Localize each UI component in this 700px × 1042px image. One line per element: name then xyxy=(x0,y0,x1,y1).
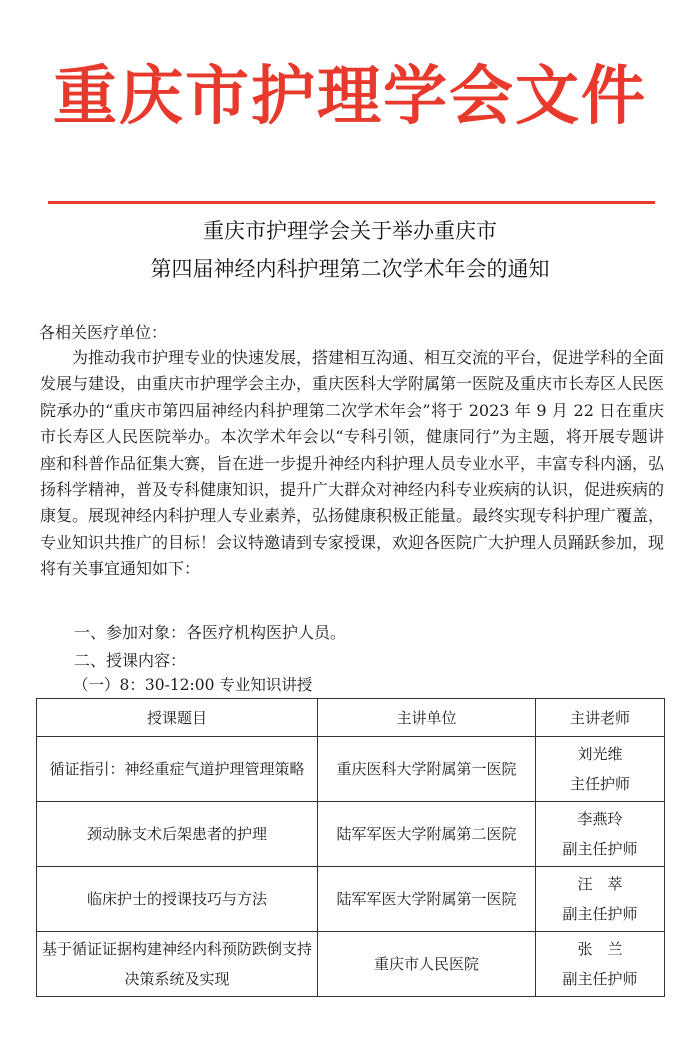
teacher-name: 刘光维 xyxy=(577,745,623,763)
content-heading: 二、授课内容： xyxy=(74,651,187,670)
teacher-name: 张 兰 xyxy=(577,940,623,958)
participants-label: 一、参加对象： xyxy=(74,623,187,642)
header-topic: 授课题目 xyxy=(37,699,318,737)
cell-teacher xyxy=(536,932,665,997)
teacher-name: 汪 萃 xyxy=(577,875,623,893)
cell-topic: 循证指引：神经重症气道护理管理策略 xyxy=(37,737,318,802)
header-unit: 主讲单位 xyxy=(318,699,536,737)
teacher-title: 主任护师 xyxy=(569,775,630,793)
table-row xyxy=(37,802,665,867)
cell-unit: 陆军军医大学附属第一医院 xyxy=(318,867,536,932)
teacher-title: 副主任护师 xyxy=(562,840,638,858)
cell-topic: 颈动脉支术后架患者的护理 xyxy=(37,802,318,867)
cell-unit: 重庆医科大学附属第一医院 xyxy=(318,737,536,802)
header-teacher: 主讲老师 xyxy=(536,699,665,737)
body-paragraph: 为推动我市护理专业的快速发展，搭建相互沟通、相互交流的平台，促进学科的全面发展与建设，由重庆市护理学会主办，重庆医科大学附属第一医院及重庆市长寿区人民医院承办的“重庆市第四届神经内科护理第二次学术年会”将于 2023 年 9 月 22 日在重庆市长寿区人民医院举办。本次学术年会以“专科引领，健康同行”为主题，将开展专题讲座和科普作品征集大赛，旨在进一步提升神经内科护理人员专业水平，丰富专科内涵，弘扬科学精神，普及专科健康知识，提升广大群众对神经内科专业疾病的认识，促进疾病的康复。展现神经内科护理人专业素养，弘扬健康积极正能量。最终实现专科护理广覆盖，专业知识共推广的目标！会议特邀请到专家授课，欢迎各医院广大护理人员踊跃参加，现将有关事宜通知如下： xyxy=(40,348,665,579)
teacher-name: 李燕玲 xyxy=(577,810,623,828)
session-heading: （一）8：30-12:00 专业知识讲授 xyxy=(73,676,313,694)
cell-teacher xyxy=(536,867,665,932)
participants-value: 各医疗机构医护人员。 xyxy=(186,623,347,642)
table-row xyxy=(37,737,665,802)
cell-unit: 陆军军医大学附属第二医院 xyxy=(318,802,536,867)
notice-title-line2: 第四届神经内科护理第二次学术年会的通知 xyxy=(150,257,550,281)
table-row xyxy=(37,867,665,932)
notice-title-line1: 重庆市护理学会关于举办重庆市 xyxy=(203,219,497,243)
teacher-title: 副主任护师 xyxy=(562,905,638,923)
masthead-divider xyxy=(48,201,655,204)
table-header-row xyxy=(37,699,665,737)
salutation: 各相关医疗单位： xyxy=(39,323,168,342)
course-table xyxy=(36,698,665,997)
cell-topic: 基于循证证据构建神经内科预防跌倒支持决策系统及实现 xyxy=(37,932,318,997)
cell-topic: 临床护士的授课技巧与方法 xyxy=(37,867,318,932)
cell-teacher xyxy=(536,737,665,802)
table-row xyxy=(37,932,665,997)
masthead-title: 重庆市护理学会文件 xyxy=(53,59,647,134)
cell-teacher xyxy=(536,802,665,867)
teacher-title: 副主任护师 xyxy=(562,970,638,988)
participants-item xyxy=(74,620,698,646)
cell-unit: 重庆市人民医院 xyxy=(318,932,536,997)
